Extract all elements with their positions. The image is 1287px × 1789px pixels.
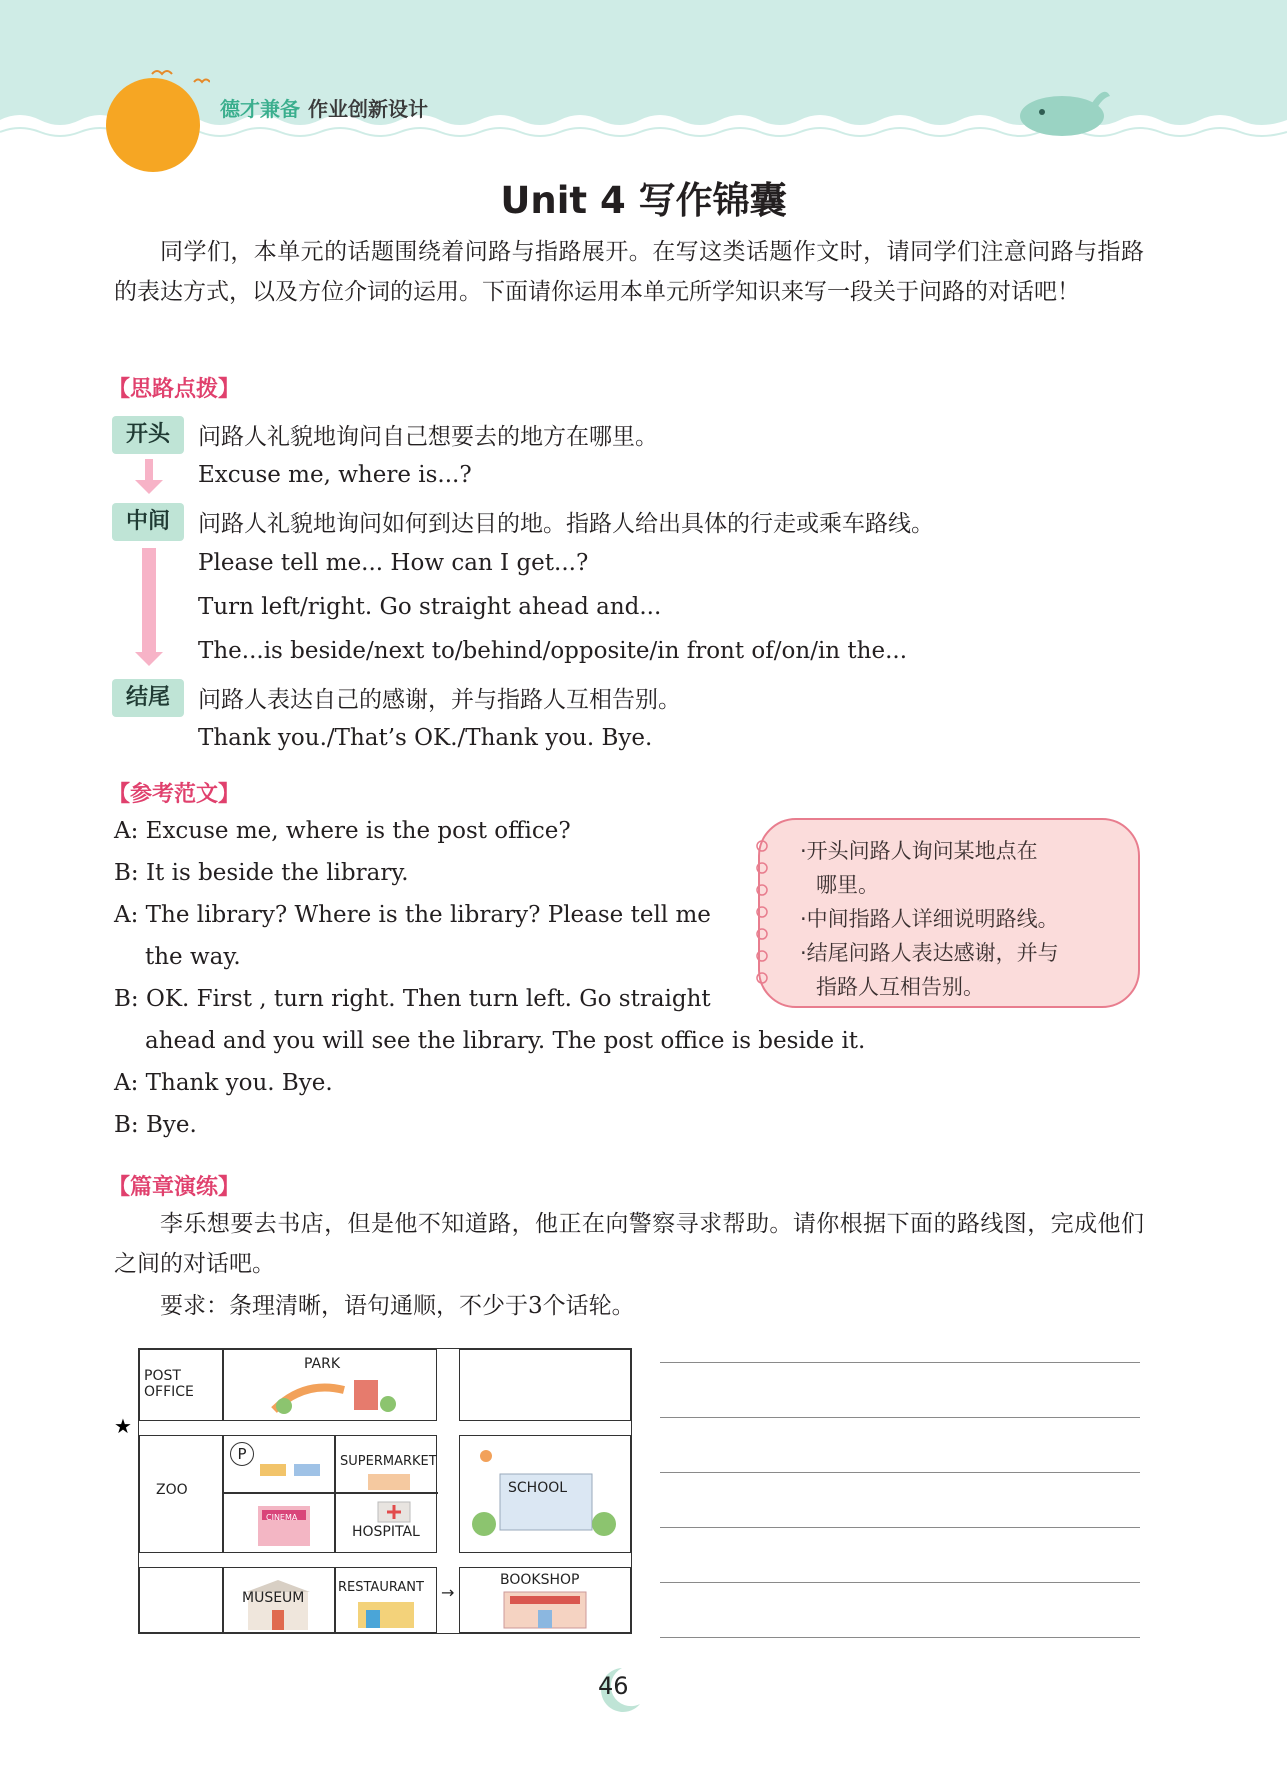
whale-icon <box>1012 78 1112 138</box>
intro-paragraph: 同学们，本单元的话题围绕着问路与指路展开。在写这类话题作文时，请同学们注意问路与指路的表达方式，以及方位介词的运用。下面请你运用本单元所学知识来写一段关于问路的对话吧！ <box>114 239 1144 305</box>
supermarket-label: SUPERMARKET <box>340 1454 437 1469</box>
tag-middle: 中间 <box>112 503 184 541</box>
writing-line[interactable] <box>660 1472 1140 1473</box>
note-line: ·开头问路人询问某地点在 <box>800 839 1038 863</box>
parking-icon: P <box>230 1442 254 1466</box>
block-park <box>223 1349 437 1421</box>
section-practice: 【篇章演练】 <box>108 1175 241 1200</box>
start-desc: 问路人礼貌地询问自己想要去的地方在哪里。 <box>198 424 658 450</box>
block-post-office <box>139 1349 223 1421</box>
dialogue-line: B: It is beside the library. <box>114 860 409 886</box>
road-horizontal-bottom <box>139 1553 631 1567</box>
arrow-down-icon <box>135 480 163 494</box>
dialogue-line: A: The library? Where is the library? Please tell me <box>114 902 711 928</box>
block-empty-bottom-left <box>139 1567 223 1633</box>
middle-en-3: The...is beside/next to/behind/opposite/in front of/on/in the... <box>198 638 908 664</box>
section-tips: 【思路点拨】 <box>108 377 241 402</box>
page-header <box>0 0 1287 150</box>
museum-label: MUSEUM <box>242 1590 305 1606</box>
note-line: ·中间指路人详细说明路线。 <box>800 907 1059 931</box>
block-zoo <box>139 1435 223 1553</box>
sun-icon <box>106 78 200 172</box>
park-icon <box>264 1370 404 1416</box>
start-en: Excuse me, where is...? <box>198 462 472 488</box>
dialogue-line: B: Bye. <box>114 1112 197 1138</box>
hospital-label: HOSPITAL <box>352 1524 420 1540</box>
brand-title: 德才兼备 作业创新设计 <box>220 97 428 121</box>
page-title: Unit 4 写作锦囊 <box>500 179 787 222</box>
arrow-middle-bar <box>142 548 156 653</box>
notebook-rings-icon <box>752 838 772 988</box>
car-icon <box>258 1454 328 1484</box>
restaurant-label: RESTAURANT <box>338 1580 424 1595</box>
middle-en-2: Turn left/right. Go straight ahead and... <box>198 594 662 620</box>
supermarket-icon <box>364 1472 414 1492</box>
note-line: 哪里。 <box>816 873 879 897</box>
route-map <box>138 1348 632 1634</box>
hospital-icon <box>374 1498 414 1524</box>
note-line: 指路人互相告别。 <box>816 975 984 999</box>
end-desc: 问路人表达自己的感谢，并与指路人互相告别。 <box>198 687 681 713</box>
bookshop-label: BOOKSHOP <box>500 1572 580 1588</box>
writing-line[interactable] <box>660 1527 1140 1528</box>
writing-line[interactable] <box>660 1637 1140 1638</box>
cinema-label: CINEMA <box>266 1513 298 1522</box>
note-line: ·结尾问路人表达感谢，并与 <box>800 941 1059 965</box>
end-en: Thank you./That’s OK./Thank you. Bye. <box>198 725 653 751</box>
post-office-label: POST OFFICE <box>144 1368 194 1400</box>
section-sample: 【参考范文】 <box>108 782 241 807</box>
cinema-icon <box>254 1498 314 1548</box>
block-empty-top-right <box>459 1349 631 1421</box>
bookshop-icon <box>490 1588 600 1632</box>
dialogue-line: B: OK. First , turn right. Then turn left. Go straight <box>114 986 711 1012</box>
page-number: 46 <box>598 1672 629 1700</box>
road-horizontal-top <box>139 1421 631 1435</box>
arrow-down-icon <box>135 652 163 666</box>
practice-req: 要求：条理清晰，语句通顺，不少于3个话轮。 <box>160 1293 635 1319</box>
block-center <box>223 1435 437 1553</box>
dialogue-line: A: Thank you. Bye. <box>114 1070 333 1096</box>
zoo-label: ZOO <box>156 1482 188 1498</box>
park-label: PARK <box>304 1356 341 1372</box>
tip-note-card <box>758 818 1140 1008</box>
restaurant-icon <box>354 1598 424 1632</box>
arrow-start-bar <box>145 459 153 481</box>
practice-desc: 李乐想要去书店，但是他不知道路，他正在向警察寻求帮助。请你根据下面的路线图，完成他们之间的对话吧。 <box>114 1211 1144 1277</box>
dialogue-line: the way. <box>145 944 241 970</box>
dialogue-line: A: Excuse me, where is the post office? <box>114 818 571 844</box>
middle-en-1: Please tell me... How can I get...? <box>198 550 589 576</box>
block-bottom-center <box>223 1567 437 1633</box>
writing-line[interactable] <box>660 1582 1140 1583</box>
school-label: SCHOOL <box>508 1480 568 1496</box>
block-bookshop <box>459 1567 631 1633</box>
middle-desc: 问路人礼貌地询问如何到达目的地。指路人给出具体的行走或乘车路线。 <box>198 511 934 537</box>
writing-line[interactable] <box>660 1362 1140 1363</box>
block-school <box>459 1435 631 1553</box>
tag-end: 结尾 <box>112 679 184 717</box>
arrow-right-icon: → <box>441 1583 455 1602</box>
writing-line[interactable] <box>660 1417 1140 1418</box>
dialogue-line: ahead and you will see the library. The post office is beside it. <box>145 1028 866 1054</box>
start-star-icon: ★ <box>114 1414 132 1438</box>
tag-start: 开头 <box>112 416 184 454</box>
birds-icon <box>150 62 210 86</box>
